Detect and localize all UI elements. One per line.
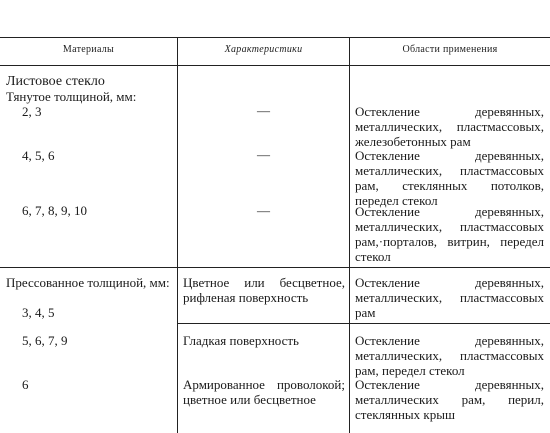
column-divider-1 [177, 37, 178, 433]
header-characteristics: Характеристики [224, 44, 303, 55]
column-divider-2 [349, 37, 350, 433]
application-row-5: Остекление деревянных, металлических, пластмассовых рам, передел стекол [355, 333, 544, 378]
characteristic-row-3: — [257, 203, 270, 218]
characteristic-row-2: — [257, 147, 270, 162]
application-row-3: Остекление деревянных, металлических, пластмассовых рам,·порталов, витрин, передел стекол [355, 204, 544, 264]
header-bottom-rule [0, 65, 550, 66]
section-title-sheet-glass: Листовое стекло [6, 74, 105, 89]
drawn-glass-label: Тянутое толщиной, мм: [6, 89, 137, 104]
application-row-4: Остекление деревянных, металлических, пластмассовых рам [355, 275, 544, 320]
table-top-rule [0, 37, 550, 38]
application-row-6: Остекление деревянных, металлических рам, перил, стеклянных крыш [355, 377, 544, 422]
thickness-row-6: 6 [22, 377, 29, 392]
characteristic-row-6: Армированное проволокой; цветное или бесцветное [183, 377, 345, 407]
characteristic-row-4: Цветное или бесцветное, рифленая поверхность [183, 275, 345, 305]
section-divider-rule [0, 267, 550, 268]
header-materials: Материалы [62, 44, 115, 55]
header-applications: Области применения [402, 44, 498, 55]
row-divider-rule [177, 323, 550, 324]
thickness-row-2: 4, 5, 6 [22, 148, 55, 163]
thickness-row-4: 3, 4, 5 [22, 305, 55, 320]
characteristic-row-1: — [257, 103, 270, 118]
thickness-row-5: 5, 6, 7, 9 [22, 333, 68, 348]
characteristic-row-5: Гладкая поверхность [183, 333, 299, 348]
application-row-1: Остекление деревянных, металлических, пластмассовых, железобетонных рам [355, 104, 544, 149]
thickness-row-1: 2, 3 [22, 104, 42, 119]
application-row-2: Остекление деревянных, металлических, пластмассовых рам, стеклянных потолков, передел стекол [355, 148, 544, 208]
pressed-glass-label: Прессованное толщиной, мм: [6, 275, 170, 290]
thickness-row-3: 6, 7, 8, 9, 10 [22, 203, 87, 218]
